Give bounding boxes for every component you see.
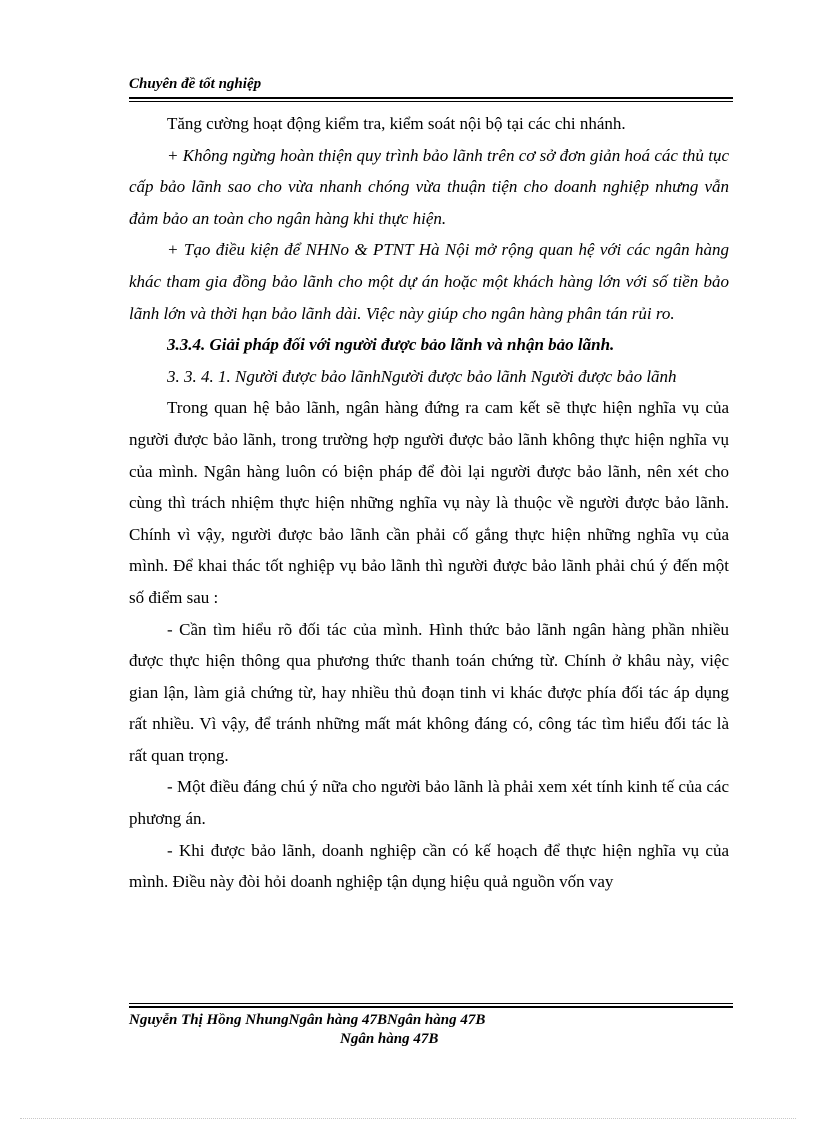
paragraph: + Tạo điều kiện để NHNo & PTNT Hà Nội mở rộng quan hệ với các ngân hàng khác tham gia đồng bảo lãnh cho một dự án hoặc một khách hàng lớn với số tiền bảo lãnh lớn và thời hạn bảo lãnh dài. Việc này giúp cho ngân hàng phân tán rủi ro.: [129, 240, 729, 323]
footer-rule-thick: [129, 1006, 733, 1008]
document-body: [129, 108, 729, 898]
header-rule-thin: [129, 101, 733, 102]
paragraph: Trong quan hệ bảo lãnh, ngân hàng đứng ra cam kết sẽ thực hiện nghĩa vụ của người được bảo lãnh, trong trường hợp người được bảo lãnh không thực hiện nghĩa vụ của mình. Ngân hàng luôn có biện pháp để đòi lại người được bảo lãnh, nên xét cho cùng thì trách nhiệm thực hiện những nghĩa vụ này là thuộc về người được bảo lãnh. Chính vì vậy, người được bảo lãnh cần phải cố gắng thực hiện những nghĩa vụ của mình. Để khai thác tốt nghiệp vụ bảo lãnh thì người được bảo lãnh phải chú ý đến một số điểm sau :: [129, 398, 729, 607]
footer-class: Ngân hàng 47B: [340, 1031, 439, 1047]
paragraph: Tăng cường hoạt động kiểm tra, kiểm soát nội bộ tại các chi nhánh.: [167, 114, 626, 133]
section-heading: 3.3.4. Giải pháp đối với người được bảo lãnh và nhận bảo lãnh.: [167, 335, 615, 355]
paragraph: - Một điều đáng chú ý nữa cho người bảo lãnh là phải xem xét tính kinh tế của các phương án.: [129, 777, 729, 829]
footer-author: Nguyễn Thị Hồng NhungNgân hàng 47BNgân hàng 47B: [129, 1012, 486, 1028]
page-header-title: Chuyên đề tốt nghiệp: [129, 76, 262, 92]
paragraph: - Cần tìm hiểu rõ đối tác của mình. Hình thức bảo lãnh ngân hàng phần nhiều được thực hiện thông qua phương thức thanh toán chứng từ. Chính ở khâu này, việc gian lận, làm giả chứng từ, hay nhiều thủ đoạn tinh vi khác được phía đối tác áp dụng rất nhiều. Vì vậy, để tránh những mất mát không đáng có, công tác tìm hiểu đối tác là rất quan trọng.: [129, 619, 729, 765]
footer-rule-thin: [129, 1003, 733, 1004]
paragraph: - Khi được bảo lãnh, doanh nghiệp cần có kế hoạch để thực hiện nghĩa vụ của mình. Điều này đòi hỏi doanh nghiệp tận dụng hiệu quả nguồn vốn vay: [129, 840, 729, 892]
subsection-heading: 3. 3. 4. 1. Người được bảo lãnhNgười được bảo lãnh Người được bảo lãnh: [167, 366, 677, 386]
paragraph: + Không ngừng hoàn thiện quy trình bảo lãnh trên cơ sở đơn giản hoá các thủ tục cấp bảo lãnh sao cho vừa nhanh chóng vừa thuận tiện cho doanh nghiệp nhưng vẫn đảm bảo an toàn cho ngân hàng khi thực hiện.: [129, 145, 729, 228]
header-rule-thick: [129, 97, 733, 99]
page-edge-line: [20, 1118, 796, 1119]
